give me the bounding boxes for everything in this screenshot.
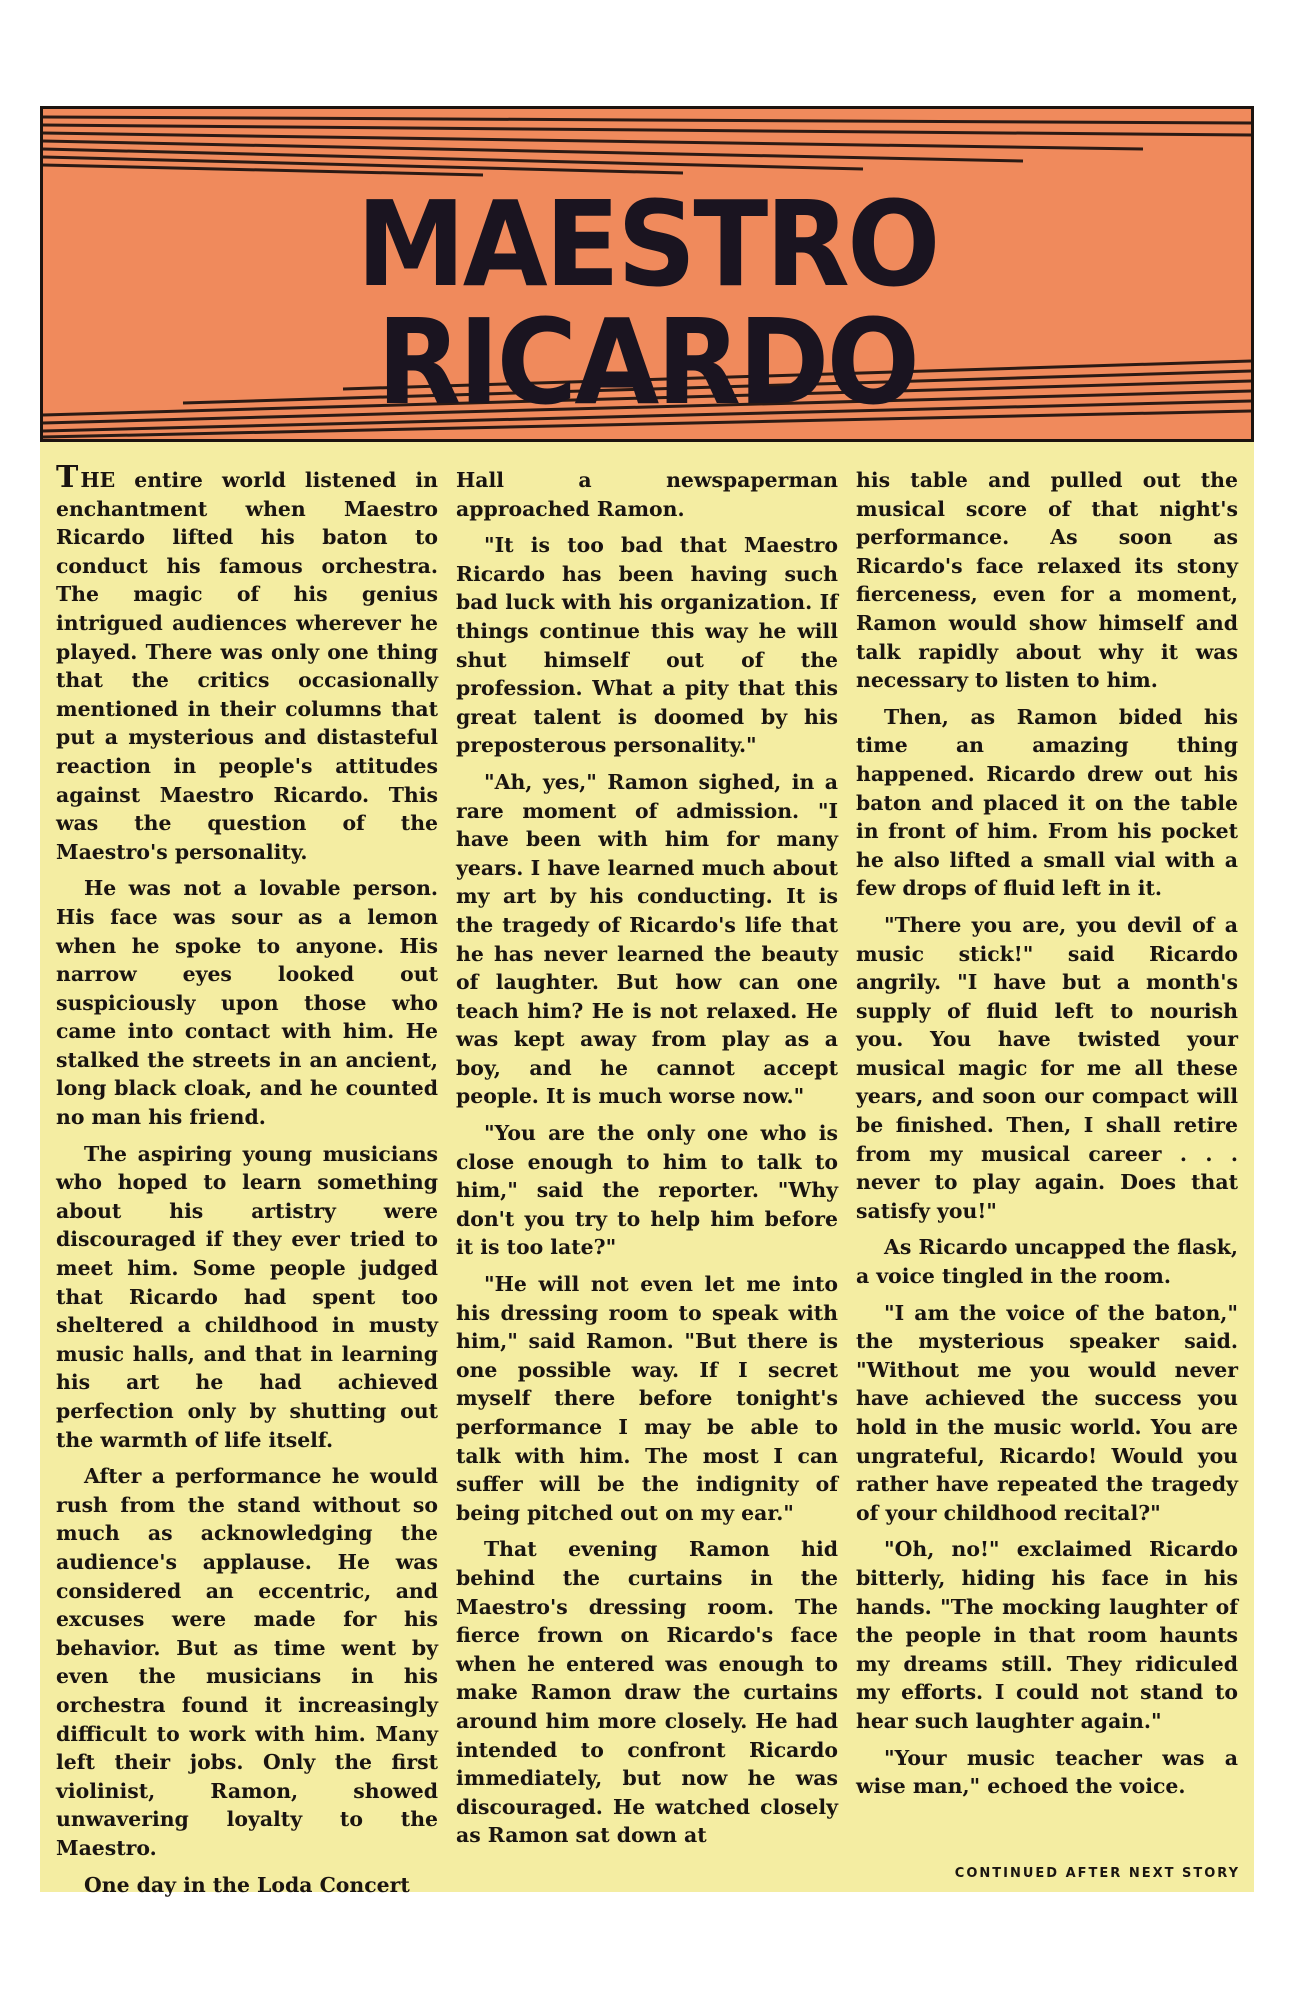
paragraph: After a performance he would rush from the stand without so much as acknowledging the audience's applause. He was considered an eccentric, and excuses were made for his behavior. But as time went by even the musicians in his orchestra found it increasingly difficult to work with him. Many left their jobs. Only the first violinist, Ramon, showed unwavering loyalty to the Maestro.: [56, 1464, 438, 1860]
paragraph: Then, as Ramon bided his time an amazing thing happened. Ricardo drew out his baton and placed it on the table in front of him. From his pocket he also lifted a small vial with a few drops of fluid left in it.: [856, 704, 1238, 901]
paragraph: "Ah, yes," Ramon sighed, in a rare moment of admission. "I have been with him for many years. I have learned much about my art by his conducting. It is the tragedy of Ricardo's life that he has never learned the beauty of laughter. But how can one teach him? He is not relaxed. He was kept away from play as a boy, and he cannot accept people. It is much worse now.": [456, 769, 838, 1109]
paragraph: THE entire world listened in enchantment when Maestro Ricardo lifted his baton to conduct his famous orchestra. The magic of his genius intrigued audiences wherever he played. There was only one thing that the critics occasionally mentioned in their columns that put a mysterious and distasteful reaction in people's attitudes against Maestro Ricardo. This was the question of the Maestro's personality.: [56, 460, 438, 864]
paragraph: He was not a lovable person. His face was sour as a lemon when he spoke to anyone. His narrow eyes looked out suspiciously upon those who came into contact with him. He stalked the streets in an ancient, long black cloak, and he counted no man his friend.: [56, 876, 438, 1130]
text-column-1: [56, 460, 438, 1897]
paragraph: "I am the voice of the baton," the mysterious speaker said. "Without me you would never have achieved the success you hold in the music world. You are ungrateful, Ricardo! Would you rather have repeated the tragedy of your childhood recital?": [856, 1300, 1238, 1525]
comic-text-page: [40, 106, 1254, 1897]
text-column-3: [856, 466, 1238, 1856]
continued-note: CONTINUED AFTER NEXT STORY: [954, 1866, 1240, 1881]
paragraph: "There you are, you devil of a music stick!" said Ricardo angrily. "I have but a month's supply of fluid left to nourish you. You have twisted your musical magic for me all these years, and soon our compact will be finished. Then, I shall retire from my musical career . . . never to play again. Does that satisfy you!": [856, 912, 1238, 1223]
paragraph: "He will not even let me into his dressing room to speak with him," said Ramon. "But there is one possible way. If I secret myself there before tonight's performance I may be able to talk with him. The most I can suffer will be the indignity of being pitched out on my ear.": [456, 1272, 838, 1525]
paragraph: Hall a newspaperman approached Ramon.: [456, 468, 838, 521]
text-column-2: [456, 466, 838, 1856]
paragraph: As Ricardo uncapped the flask, a voice tingled in the room.: [856, 1235, 1238, 1289]
title-banner: [40, 106, 1254, 442]
paragraph: his table and pulled out the musical score of that night's performance. As soon as Ricardo's face relaxed its stony fierceness, even for a moment, Ramon would show himself and talk rapidly about why it was necessary to listen to him.: [856, 468, 1238, 693]
drop-cap: T: [56, 460, 79, 495]
paragraph: The aspiring young musicians who hoped to learn something about his artistry were discouraged if they ever tried to meet him. Some people judged that Ricardo had spent too sheltered a childhood in musty music halls, and that in learning his art he had achieved perfection only by shutting out the warmth of life itself.: [56, 1141, 438, 1452]
first-word: HE: [80, 468, 116, 492]
paragraph: One day in the Loda Concert: [84, 1872, 410, 1897]
paragraph: "Your music teacher was a wise man," echoed the voice.: [856, 1745, 1238, 1799]
paragraph: "It is too bad that Maestro Ricardo has been having such bad luck with his organization. If things continue this way he will shut himself out of the profession. What a pity that this great talent is doomed by his preposterous personality.": [456, 533, 838, 758]
paragraph: "Oh, no!" exclaimed Ricardo bitterly, hiding his face in his hands. "The mocking laughter of the people in that room haunts my dreams still. They ridiculed my efforts. I could not stand to hear such laughter again.": [856, 1537, 1238, 1733]
paragraph: That evening Ramon hid behind the curtains in the Maestro's dressing room. The fierce frown on Ricardo's face when he entered was enough to make Ramon draw the curtains around him more closely. He had intended to confront Ricardo immediately, but now he was discouraged. He watched closely as Ramon sat down at: [456, 1537, 838, 1848]
story-title: MAESTRO RICARDO: [356, 175, 938, 431]
paragraph: "You are the only one who is close enough to him to talk to him," said the reporter. "Why don't you try to help him before it is too late?": [456, 1121, 838, 1260]
